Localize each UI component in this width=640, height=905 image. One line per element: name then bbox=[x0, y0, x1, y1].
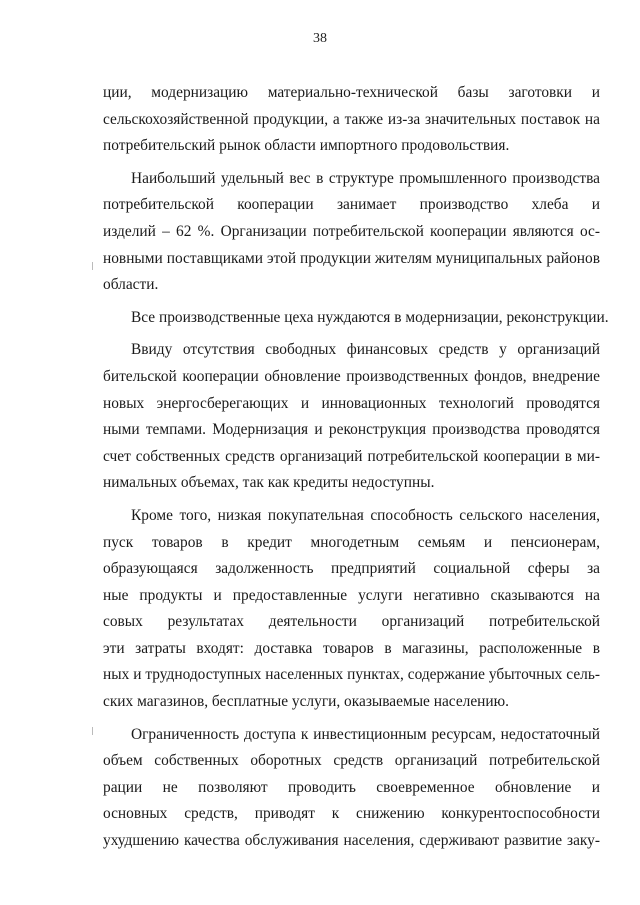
text-line: новых энергосберегающих и инновационных технологий проводятся bbox=[103, 394, 600, 412]
text-line: потребительский рынок области импортного продовольствия. bbox=[103, 137, 510, 155]
page-number: 38 bbox=[313, 31, 327, 46]
text-line: ских магазинов, бесплатные услуги, оказываемые населению. bbox=[103, 693, 509, 711]
paragraph bbox=[103, 722, 600, 855]
text-line: бительской кооперации обновление производственных фондов, внедрение bbox=[103, 367, 600, 385]
text-line: сельскохозяйственной продукции, а также из-за значительных поставок на bbox=[103, 110, 600, 128]
margin-scan-mark bbox=[92, 262, 93, 270]
text-line: ными темпами. Модернизация и реконструкция производства проводятся bbox=[103, 421, 600, 439]
text-line: нимальных объемах, так как кредиты недоступны. bbox=[103, 474, 435, 492]
text-line: основных средств, приводят к снижению конкурентоспособности bbox=[103, 805, 600, 823]
text-line: пуск товаров в кредит многодетным семьям и пенсионерам, bbox=[103, 533, 600, 551]
paragraph bbox=[103, 503, 600, 716]
text-line: Все производственные цеха нуждаются в модернизации, реконструкции. bbox=[131, 308, 609, 326]
text-line: рации не позволяют проводить своевременное обновление и bbox=[103, 778, 600, 796]
text-line: Кроме того, низкая покупательная способность сельского населения, bbox=[131, 506, 600, 524]
margin-scan-mark bbox=[92, 727, 93, 735]
text-line: области. bbox=[103, 276, 159, 294]
paragraph bbox=[103, 80, 600, 160]
text-line: объем собственных оборотных средств организаций потребительской bbox=[103, 752, 600, 770]
text-line: совых результатах деятельности организаций потребительской bbox=[103, 613, 600, 631]
text-line: новными поставщиками этой продукции жителям муниципальных районов bbox=[103, 249, 600, 267]
text-line: ции, модернизацию материально-технической базы заготовки и bbox=[103, 84, 600, 101]
text-line: ухудшению качества обслуживания населения, сдерживают развитие заку- bbox=[103, 832, 600, 850]
paragraph bbox=[103, 166, 600, 299]
text-line: ных и труднодоступных населенных пунктах, содержание убыточных сель- bbox=[103, 666, 600, 684]
text-line: ные продукты и предоставленные услуги негативно сказываются на bbox=[103, 586, 600, 604]
paragraph bbox=[103, 305, 609, 332]
text-line: образующаяся задолженность предприятий социальной сферы за bbox=[103, 560, 600, 578]
text-line: потребительской кооперации занимает производство хлеба и bbox=[103, 196, 600, 214]
text-line: Наибольший удельный вес в структуре промышленного производства bbox=[131, 169, 600, 187]
text-line: эти затраты входят: доставка товаров в магазины, расположенные в bbox=[103, 639, 600, 657]
text-line: Ограниченность доступа к инвестиционным ресурсам, недостаточный bbox=[131, 725, 600, 743]
text-line: Ввиду отсутствия свободных финансовых средств у организаций bbox=[131, 341, 600, 359]
text-line: изделий – 62 %. Организации потребительской кооперации являются ос- bbox=[103, 222, 600, 240]
body-text bbox=[103, 80, 609, 855]
paragraph bbox=[103, 337, 600, 497]
text-line: счет собственных средств организаций потребительской кооперации в ми- bbox=[103, 447, 600, 465]
